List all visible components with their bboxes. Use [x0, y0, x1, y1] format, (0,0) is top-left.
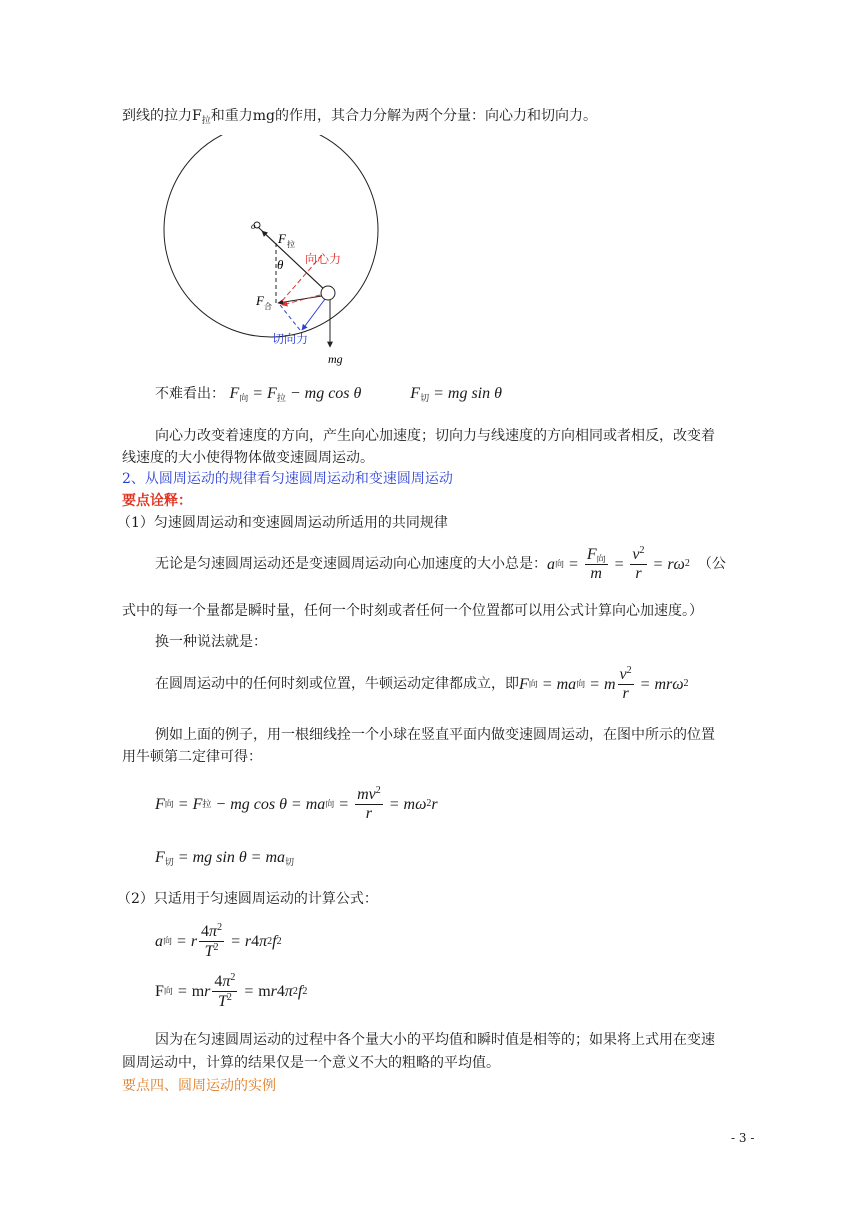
section-heading-4: 要点四、圆周运动的实例	[122, 1078, 276, 1094]
intro-line: 到线的拉力$F_拉$和重力mg的作用，其合力分解为两个分量：向心力和切向力。	[122, 108, 597, 126]
page-number: - 3 -	[731, 1131, 755, 1145]
net-force-arrow	[278, 295, 328, 303]
paragraph-1-line-1: 向心力改变着速度的方向，产生向心加速度；切向力与线速度的方向相同或者相反，改变着	[155, 428, 715, 444]
equation-tangential: $F_切$ = mg sin θ	[410, 385, 502, 403]
equation-uniform-f: F 向 = m r $\frac{4\pi^2}{T^2}$ = m r 4 π 2 f 2	[155, 972, 308, 1011]
label-tangential: 切向力	[272, 332, 309, 346]
label-centripetal: 向心力	[305, 252, 342, 266]
equation-example-centripetal: F 向 = F 拉 − mg cos θ = ma 向 = $\frac{mv^2}{r}$ = mω 2 r	[155, 785, 438, 823]
label-mg: mg	[328, 352, 343, 366]
label-f-net: F	[256, 293, 264, 308]
paragraph-1-line-2: 线速度的大小使得物体做变速圆周运动。	[122, 450, 374, 466]
subsection-2: （2）只适用于匀速圆周运动的计算公式：	[117, 891, 378, 907]
paragraph-5-line-1: 例如上面的例子，用一根细线拴一个小球在竖直平面内做变速圆周运动，在图中所示的位置	[155, 727, 715, 743]
paragraph-5-line-2: 用牛顿第二定律可得：	[122, 749, 262, 765]
equation-uniform-a: a 向 = r $\frac{4\pi^2}{T^2}$ = r 4 π 2 f 2	[155, 922, 282, 961]
equation-centripetal: $F_向 = F_拉$ − mg cos θ	[229, 385, 362, 403]
equation-example-tangential: $F_切$ = mg $\sin \theta = ma_切$	[155, 849, 295, 867]
section-heading-2: 2、从圆周运动的规律看匀速圆周运动和变速圆周运动	[122, 471, 453, 487]
paragraph-2-line-2: 式中的每一个量都是瞬时量，任何一个时刻或者任何一个位置都可以用公式计算向心加速度。）	[122, 603, 703, 619]
relation-line: 不难看出： $F_向 = F_拉$ − mg cos θ $F_切$ = mg sin θ	[155, 385, 502, 403]
label-o: o	[251, 221, 256, 231]
subsection-1: （1）匀速圆周运动和变速圆周运动所适用的共同规律	[117, 515, 448, 531]
label-f-pull-sub: 拉	[287, 240, 295, 249]
equation-acceleration: a 向 = $\frac{F_向}{m}$ = $\frac{v^2}{r}$ = rω 2	[547, 545, 690, 583]
label-theta: θ	[277, 257, 284, 272]
paragraph-3: 换一种说法就是：	[155, 634, 267, 650]
paragraph-6-line-1: 因为在匀速圆周运动的过程中各个量大小的平均值和瞬时值是相等的；如果将上式用在变速	[155, 1032, 715, 1048]
equation-newton: F 向 = ma 向 = m $\frac{v^2}{r}$ = mrω 2	[519, 665, 689, 703]
paragraph-6-line-2: 圆周运动中，计算的结果仅是一个意义不大的粗略的平均值。	[122, 1055, 500, 1071]
key-points-label: 要点诠释：	[122, 493, 192, 509]
paragraph-4: 在圆周运动中的任何时刻或位置，牛顿运动定律都成立，即 F 向 = ma 向 = m $\frac{v^2}{r}$ = mrω 2	[155, 665, 689, 703]
force-diagram	[150, 135, 380, 370]
tangential-arrow	[302, 295, 328, 330]
label-f-pull: F	[278, 231, 286, 246]
label-f-net-sub: 合	[264, 302, 272, 311]
ball	[321, 286, 335, 300]
paragraph-2-line-1: 无论是匀速圆周运动还是变速圆周运动向心加速度的大小总是： a 向 = $\frac{F_向}{m}$ = $\frac{v^2}{r}$ = rω 2 （公	[155, 545, 726, 583]
tangential-dashed	[280, 305, 300, 330]
